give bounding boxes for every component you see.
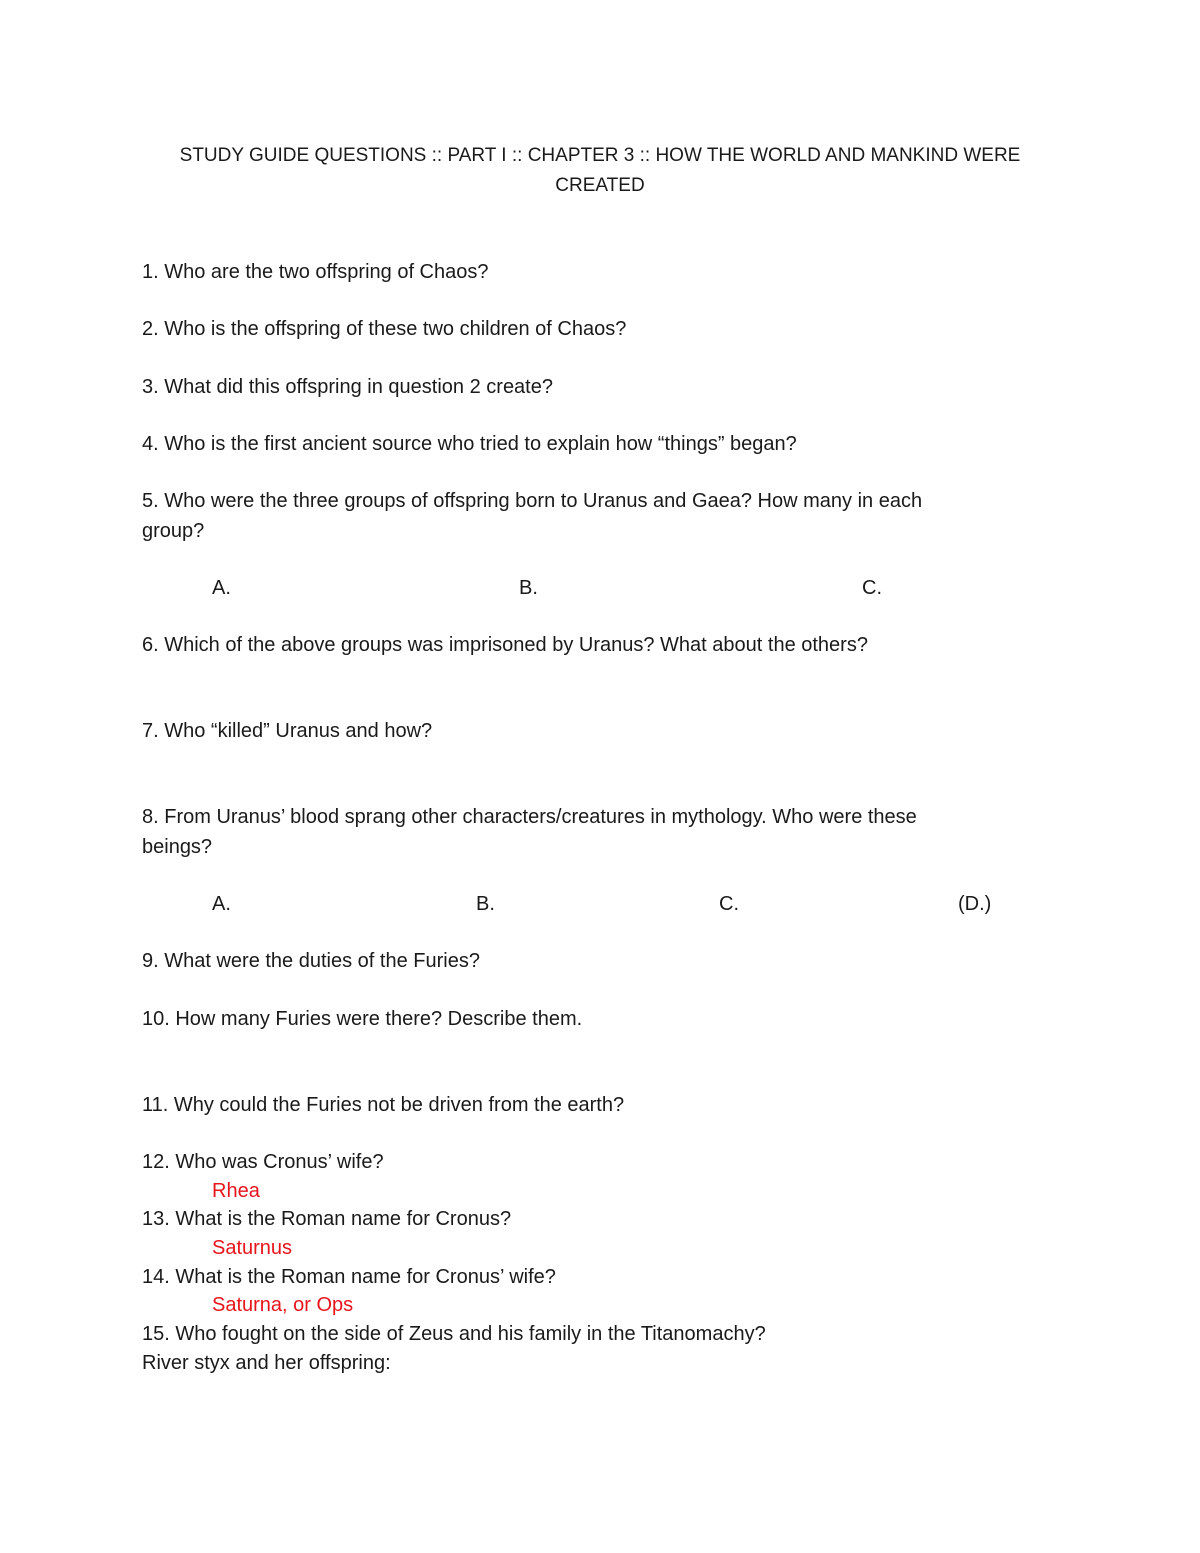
question-3: 3. What did this offspring in question 2 create? [142,376,553,398]
question-8-line-1: 8. From Uranus’ blood sprang other characters/creatures in mythology. Who were these [142,806,917,828]
answer-12: Rhea [212,1180,260,1202]
question-8-option-a: A. [212,893,231,915]
question-15: 15. Who fought on the side of Zeus and his family in the Titanomachy? [142,1323,766,1345]
question-11: 11. Why could the Furies not be driven from the earth? [142,1094,625,1116]
answer-13: Saturnus [212,1237,293,1259]
question-10: 10. How many Furies were there? Describe them. [142,1008,583,1030]
question-5-option-c: C. [862,577,882,599]
question-5-option-b: B. [519,577,538,599]
question-15-note: River styx and her offspring: [142,1352,391,1374]
question-1: 1. Who are the two offspring of Chaos? [142,261,489,283]
question-2: 2. Who is the offspring of these two children of Chaos? [142,318,627,340]
question-8-line-2: beings? [142,836,213,858]
question-5-option-a: A. [212,577,231,599]
question-5-line-2: group? [142,520,205,542]
question-7: 7. Who “killed” Uranus and how? [142,720,433,742]
question-13: 13. What is the Roman name for Cronus? [142,1208,512,1230]
question-8-option-b: B. [476,893,495,915]
question-8-option-c: C. [719,893,739,915]
answer-14: Saturna, or Ops [212,1294,354,1316]
question-14: 14. What is the Roman name for Cronus’ wife? [142,1266,556,1288]
title-line-1: STUDY GUIDE QUESTIONS :: PART I :: CHAPTER 3 :: HOW THE WORLD AND MANKIND WERE [179,145,1021,166]
question-6: 6. Which of the above groups was imprisoned by Uranus? What about the others? [142,634,868,656]
title-line-2: CREATED [555,175,645,196]
question-12: 12. Who was Cronus’ wife? [142,1151,384,1173]
question-5-line-1: 5. Who were the three groups of offspring born to Uranus and Gaea? How many in each [142,490,923,512]
question-9: 9. What were the duties of the Furies? [142,950,480,972]
question-8-option-d: (D.) [958,893,992,915]
question-4: 4. Who is the first ancient source who tried to explain how “things” began? [142,433,797,455]
